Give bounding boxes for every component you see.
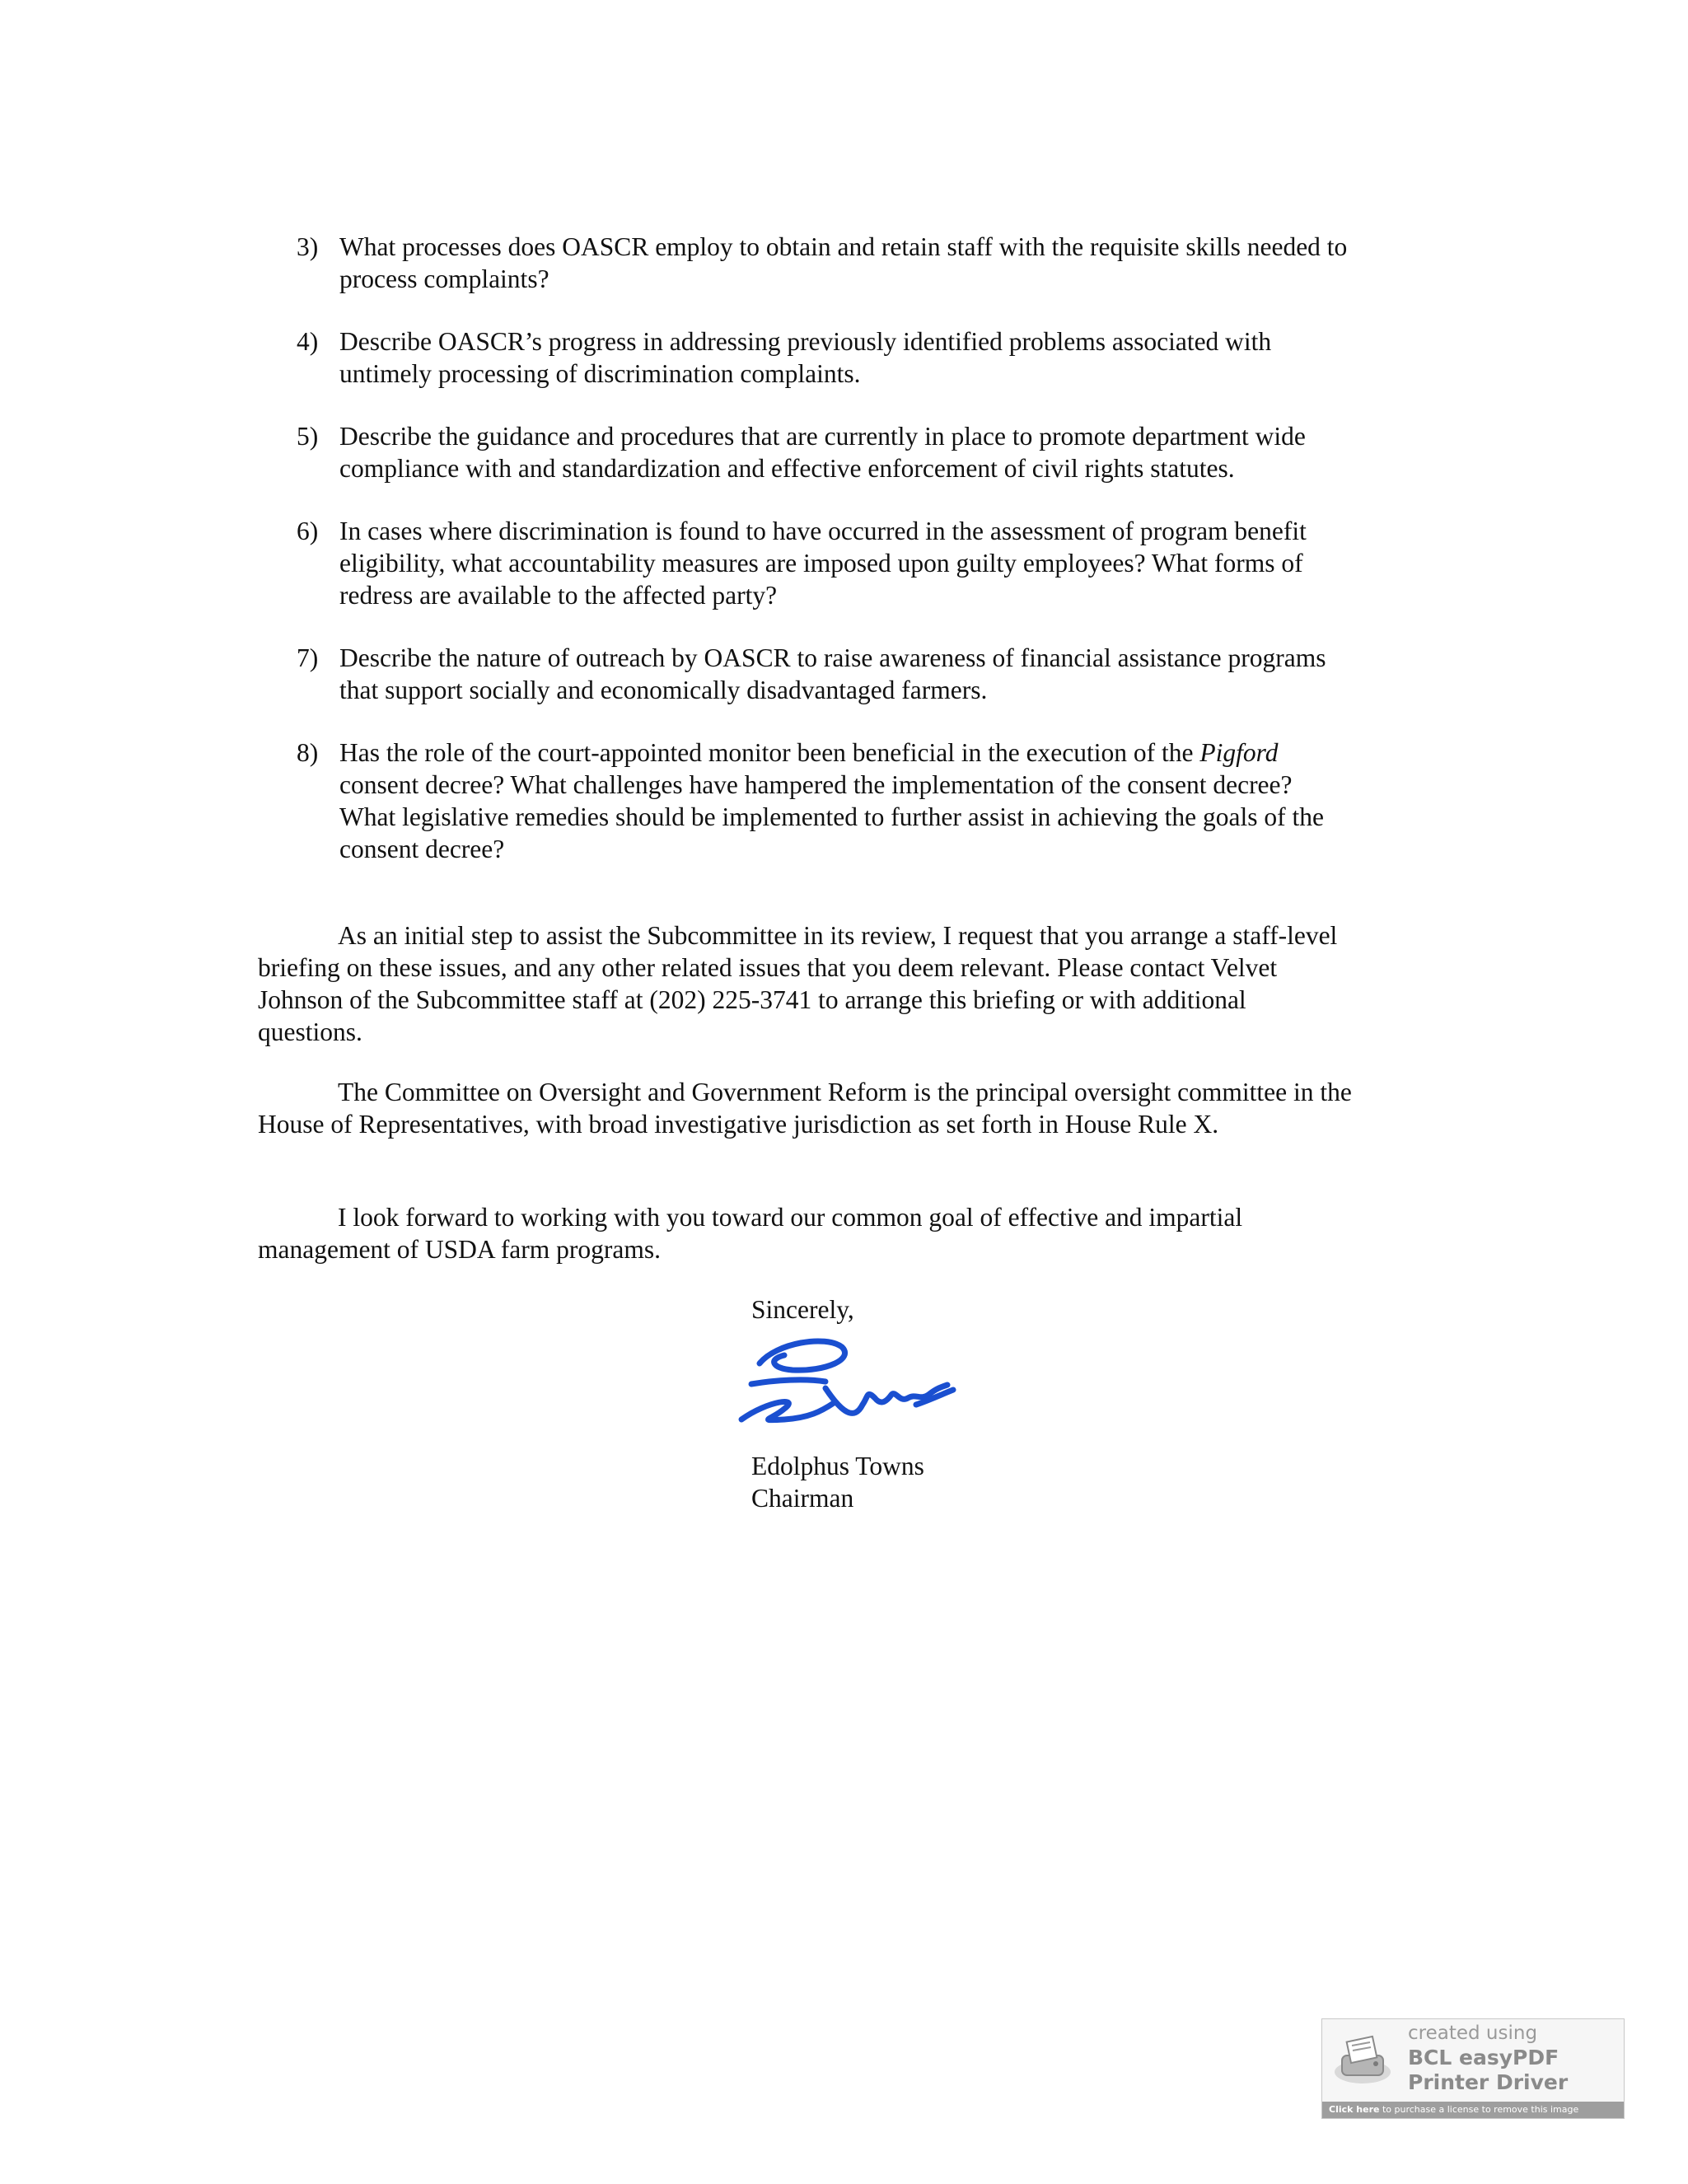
handwritten-signature	[727, 1322, 966, 1438]
license-link[interactable]	[1322, 2102, 1624, 2118]
question-item	[297, 515, 1351, 611]
question-text: Describe the nature of outreach by OASCR to raise awareness of financial assistance programs that support socially and economically disadvantaged farmers.	[339, 643, 1326, 704]
closing-paragraph	[258, 1201, 1354, 1265]
signer-name: Edolphus Towns	[751, 1452, 924, 1480]
signer-title: Chairman	[751, 1484, 854, 1513]
watermark-line-1: created using	[1408, 2023, 1538, 2044]
committee-text: The Committee on Oversight and Government Reform is the principal oversight committee in the House of Representatives, with broad investigative jurisdiction as set forth in House Rule X.	[258, 1078, 1352, 1139]
question-text	[339, 737, 1351, 865]
committee-paragraph	[258, 1076, 1354, 1140]
license-link-text: to purchase a license to remove this image	[1379, 2104, 1579, 2115]
question-list	[297, 231, 1351, 896]
closing-salutation: Sincerely,	[751, 1295, 854, 1324]
pdf-watermark-badge[interactable]	[1321, 2018, 1625, 2119]
question-text-part: Has the role of the court-appointed monitor been beneficial in the execution of the	[339, 738, 1200, 767]
question-text: Describe the guidance and procedures that are currently in place to promote department wide compliance with and standardization and effective enforcement of civil rights statutes.	[339, 422, 1306, 483]
watermark-line-2: BCL easyPDF	[1408, 2046, 1559, 2069]
case-name-italic: Pigford	[1199, 738, 1279, 767]
watermark-line-3: Printer Driver	[1408, 2070, 1569, 2094]
question-number: 6)	[297, 517, 319, 545]
question-number: 3)	[297, 232, 319, 261]
question-item	[297, 737, 1351, 865]
question-number: 7)	[297, 643, 319, 672]
question-item	[297, 642, 1351, 706]
briefing-text: As an initial step to assist the Subcommittee in its review, I request that you arrange a staff-level briefing on these issues, and any other related issues that you deem relevant. Please contact Velvet Johnson of the Subcommittee staff at (202) 225-3741 to arrange this briefing or with additional questions.	[258, 921, 1338, 1046]
question-text: Describe OASCR’s progress in addressing previously identified problems associated with untimely processing of discrimination complaints.	[339, 327, 1272, 388]
question-text: In cases where discrimination is found to have occurred in the assessment of program benefit eligibility, what accountability measures are imposed upon guilty employees? What forms of redress are available to the affected party?	[339, 517, 1307, 610]
question-item	[297, 325, 1351, 390]
briefing-paragraph	[258, 919, 1354, 1048]
question-text-part: consent decree? What challenges have hampered the implementation of the consent decree? What legislative remedies should be implemented to further assist in achieving the goals of the consent decree?	[339, 770, 1324, 863]
question-item	[297, 231, 1351, 295]
question-number: 8)	[297, 738, 319, 767]
question-number: 4)	[297, 327, 319, 356]
printer-icon	[1330, 2031, 1395, 2088]
click-here-link[interactable]: Click here	[1329, 2104, 1380, 2115]
question-text: What processes does OASCR employ to obtain and retain staff with the requisite skills needed to process complaints?	[339, 232, 1348, 293]
question-number: 5)	[297, 422, 319, 451]
question-item	[297, 420, 1351, 484]
closing-text: I look forward to working with you toward our common goal of effective and impartial management of USDA farm programs.	[258, 1203, 1243, 1264]
